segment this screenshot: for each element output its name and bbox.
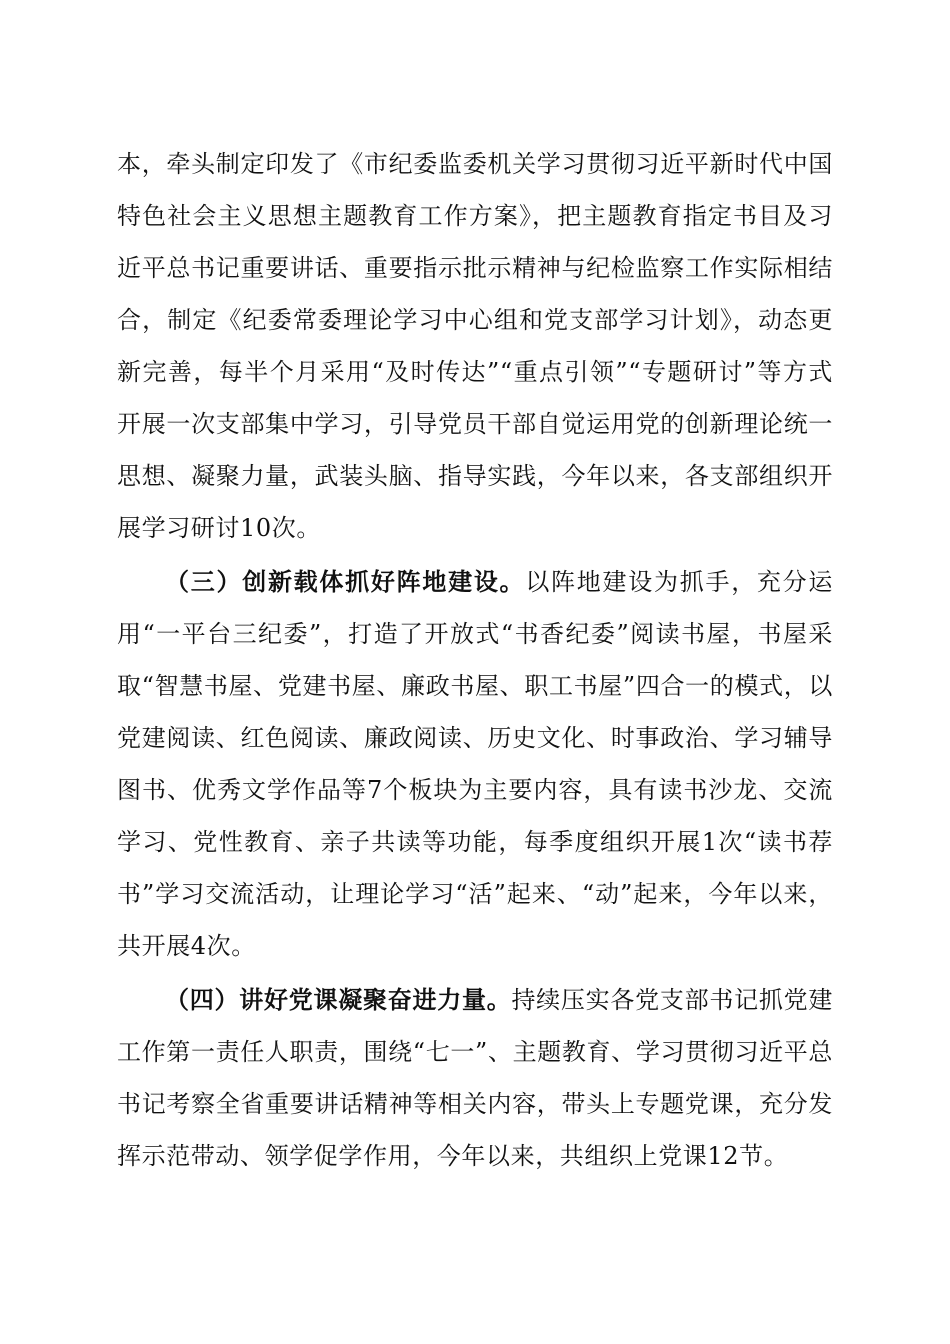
paragraph-1-body: 本，牵头制定印发了《市纪委监委机关学习贯彻习近平新时代中国特色社会主义思想主题教育工作方案》，把主题教育指定书目及习近平总书记重要讲话、重要指示批示精神与纪检监察工作实际相结合，制定《纪委常委理论学习中心组和党支部学习计划》，动态更新完善，每半个月采用“及时传达”“重点引领”“专题研讨”等方式开展一次支部集中学习，引导党员干部自觉运用党的创新理论统一思想、凝聚力量，武装头脑、指导实践，今年以来，各支部组织开展学习研讨10次。 xyxy=(117,150,833,542)
section-heading-4: （四）讲好党课凝聚奋进力量。 xyxy=(165,985,512,1014)
paragraph-3-body: 持续压实各党支部书记抓党建工作第一责任人职责，围绕“七一”、主题教育、学习贯彻习近平总书记考察全省重要讲话精神等相关内容，带头上专题党课，充分发挥示范带动、领学促学作用，今年以来，共组织上党课12节。 xyxy=(117,986,833,1170)
paragraph-3 xyxy=(117,974,833,1182)
paragraph-2 xyxy=(117,556,833,972)
section-heading-3: （三）创新载体抓好阵地建设。 xyxy=(165,567,526,596)
paragraph-2-body: 以阵地建设为抓手，充分运用“一平台三纪委”，打造了开放式“书香纪委”阅读书屋，书屋采取“智慧书屋、党建书屋、廉政书屋、职工书屋”四合一的模式，以党建阅读、红色阅读、廉政阅读、历史文化、时事政治、学习辅导图书、优秀文学作品等7个板块为主要内容，具有读书沙龙、交流学习、党性教育、亲子共读等功能，每季度组织开展1次“读书荐书”学习交流活动，让理论学习“活”起来、“动”起来，今年以来，共开展4次。 xyxy=(117,568,834,960)
paragraph-1 xyxy=(117,138,833,554)
document-body xyxy=(117,138,833,1184)
